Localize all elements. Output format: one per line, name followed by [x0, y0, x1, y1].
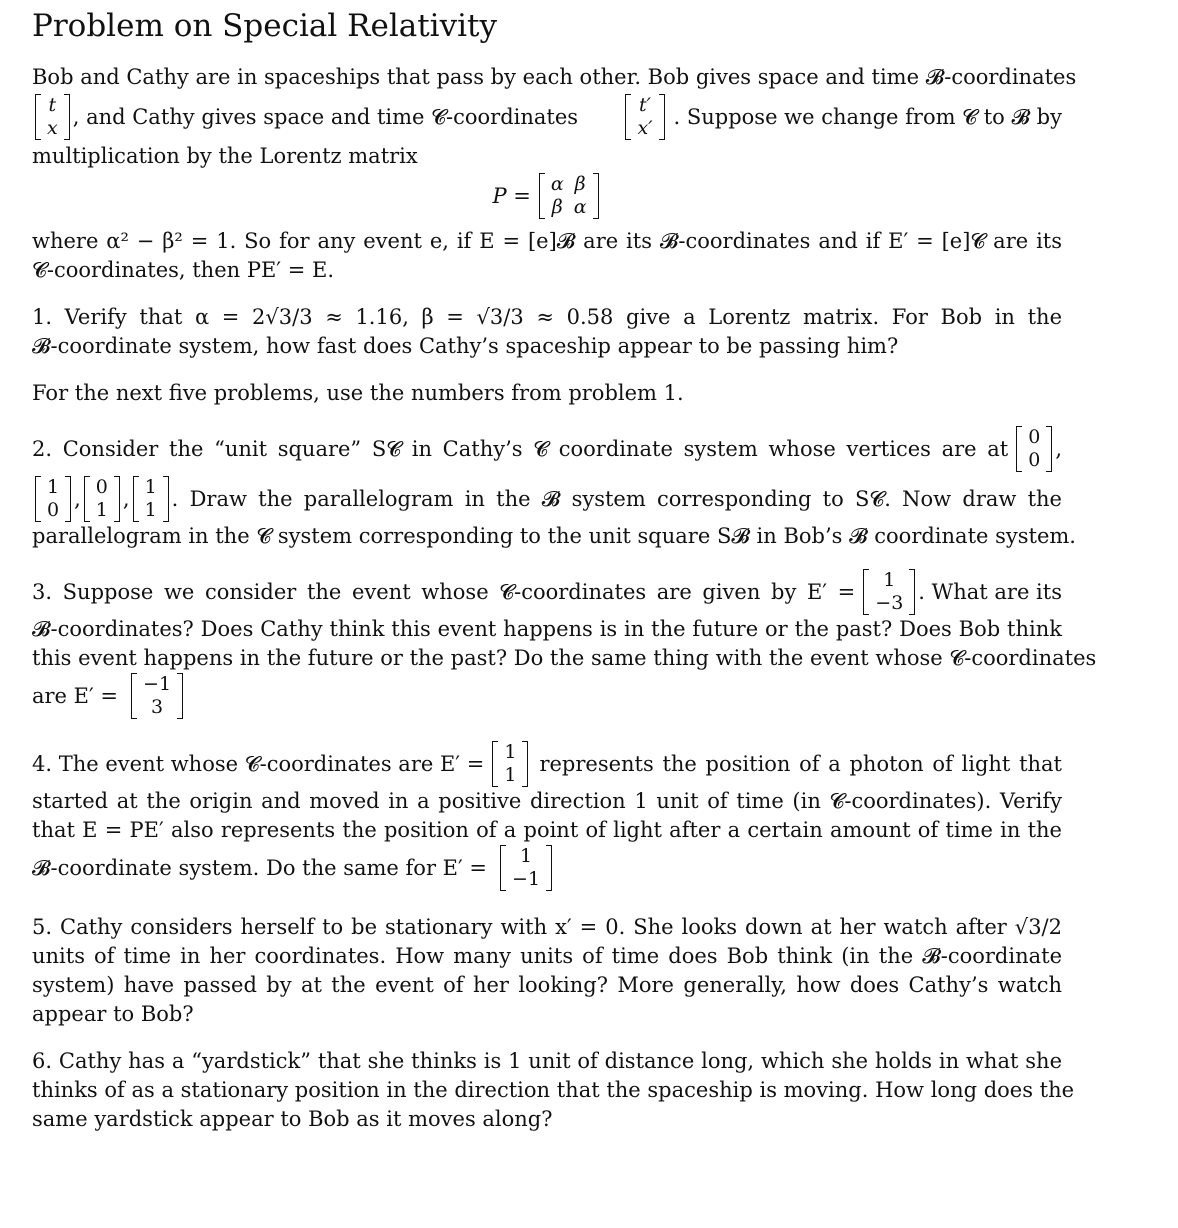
problem-3-line-4: are E′ = −1 3: [32, 673, 1062, 719]
lorentz-matrix: α β β α: [539, 173, 599, 219]
problem-6-line-2: thinks of as a stationary position in the direction that the spaceship is moving. How long does the: [32, 1078, 1075, 1103]
problem-3-line-3: this event happens in the future or the past? Do the same thing with the event whose 𝓒-coordinates: [32, 646, 1097, 671]
problem-4-line-2: started at the origin and moved in a positive direction 1 unit of time (in 𝓒-coordinates). Verify: [32, 789, 1062, 814]
problem-4-line-1: 4. The event whose 𝓒-coordinates are E′ = 1 1 represents the position of a photon of light that: [32, 741, 1062, 787]
event-vector-1: 1 −3: [863, 569, 915, 615]
photon-vector-1: 1 1: [492, 741, 528, 787]
page-title: Problem on Special Relativity: [32, 8, 497, 44]
problem-2-line-1: 2. Consider the “unit square” S𝓒 in Cathy’s 𝓒 coordinate system whose vertices are at 0 0 ,: [32, 426, 1062, 472]
problem-5-line-2: units of time in her coordinates. How many units of time does Bob think (in the 𝓑-coordinate: [32, 944, 1062, 969]
problem-3: [32, 569, 1097, 719]
intro-line-1: Bob and Cathy are in spaceships that pass by each other. Bob gives space and time 𝓑-coordinates: [32, 65, 1077, 90]
problem-5: [32, 913, 1062, 1029]
intro-paragraph: [32, 63, 1077, 285]
problem-2: [32, 426, 1076, 551]
problem-5-line-1: 5. Cathy considers herself to be stationary with x′ = 0. She looks down at her watch after √3/2: [32, 915, 1062, 940]
problem-5-line-3: system) have passed by at the event of her looking? More generally, how does Cathy’s watch: [32, 973, 1062, 998]
problem-1-line-1: 1. Verify that α = 2√3/3 ≈ 1.16, β = √3/3 ≈ 0.58 give a Lorentz matrix. For Bob in the: [32, 305, 1062, 330]
intro-line-3: multiplication by the Lorentz matrix: [32, 144, 418, 169]
intro-line-2: [32, 94, 1062, 140]
intro-tail-text: . Suppose we change from 𝓒 to 𝓑 by: [673, 104, 1062, 129]
problem-2-line-2: 1 0 , 0 1 , 1 1 . Draw the parallelogram in the 𝓑 system corresponding to S𝓒. Now draw the: [32, 476, 1062, 522]
problem-6-line-3: same yardstick appear to Bob as it moves along?: [32, 1107, 553, 1132]
problem-2-line-3: parallelogram in the 𝓒 system corresponding to the unit square S𝓑 in Bob’s 𝓑 coordinate system.: [32, 524, 1076, 549]
problem-3-line-1: 3. Suppose we consider the event whose 𝓒-coordinates are given by E′ = 1 −3 . What are its: [32, 569, 1062, 615]
problem-3-line-2: 𝓑-coordinates? Does Cathy think this event happens is in the future or the past? Does Bob think: [32, 617, 1062, 642]
problem-4: [32, 741, 1062, 891]
problem-6-line-1: 6. Cathy has a “yardstick” that she thinks is 1 unit of distance long, which she holds in what she: [32, 1049, 1062, 1074]
photon-vector-2: 1 −1: [500, 845, 552, 891]
lorentz-matrix-equation: [32, 173, 1062, 219]
note-paragraph: [32, 379, 1062, 408]
intro-line-5: 𝓒-coordinates, then PE′ = E.: [32, 258, 335, 283]
problem-4-line-3: that E = PE′ also represents the position of a point of light after a certain amount of time in the: [32, 818, 1062, 843]
problem-1-line-2: 𝓑-coordinate system, how fast does Cathy’s spaceship appear to be passing him?: [32, 334, 899, 359]
problem-4-line-4: 𝓑-coordinate system. Do the same for E′ = 1 −1: [32, 845, 1062, 891]
vertex-3-vector: 1 1: [133, 476, 169, 522]
vertex-0-vector: 0 0: [1016, 426, 1052, 472]
intro-line-4: where α² − β² = 1. So for any event e, if E = [e]𝓑 are its 𝓑-coordinates and if E′ = [e]𝓒 are its: [32, 229, 1062, 254]
cathy-coordinates-vector: t′ x′: [625, 94, 664, 140]
problem-6: [32, 1047, 1075, 1134]
problem-1: [32, 303, 1062, 361]
note-text: For the next five problems, use the numbers from problem 1.: [32, 381, 684, 406]
problem-5-line-4: appear to Bob?: [32, 1002, 194, 1027]
vertex-2-vector: 0 1: [84, 476, 120, 522]
document-page: [32, 8, 1097, 1134]
intro-mid-text: , and Cathy gives space and time 𝓒-coordinates: [72, 104, 579, 129]
bob-coordinates-vector: t x: [35, 94, 70, 140]
event-vector-2: −1 3: [131, 673, 183, 719]
p-label: P =: [492, 184, 531, 209]
vertex-1-vector: 1 0: [35, 476, 71, 522]
